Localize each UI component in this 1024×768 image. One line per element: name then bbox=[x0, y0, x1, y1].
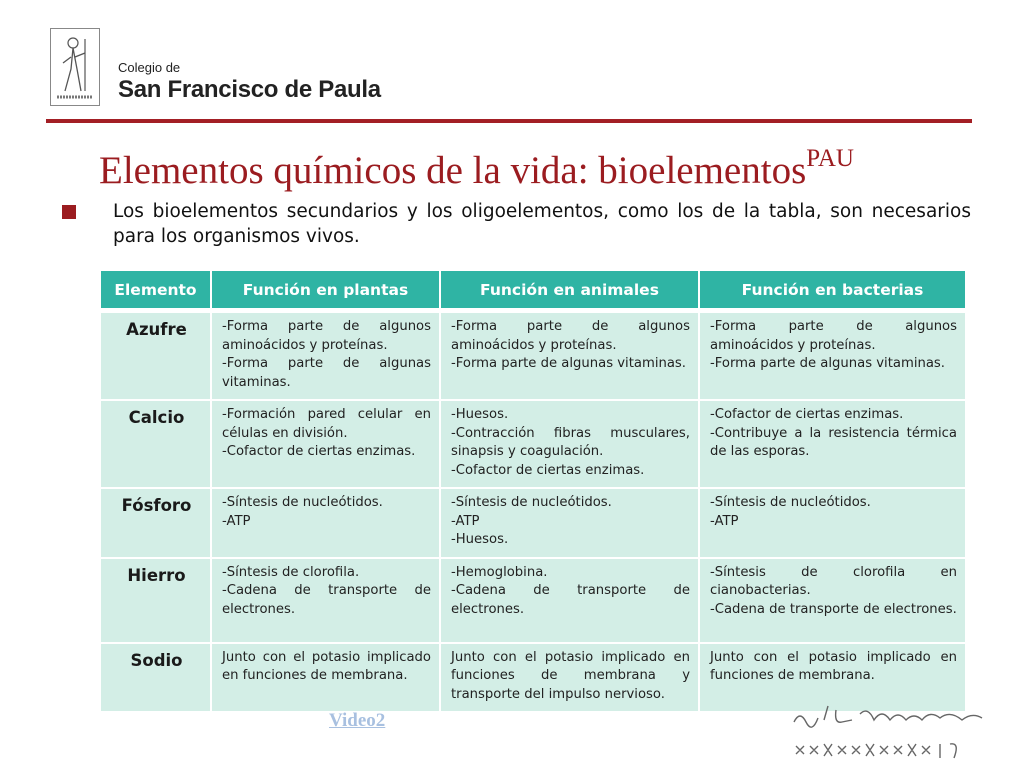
function-cell-bacterias bbox=[699, 558, 966, 643]
function-line: -Contracción fibras musculares, sinapsis y coagulación. bbox=[451, 425, 690, 459]
function-line: Junto con el potasio implicado en funciones de membrana y transporte del impulso nervioso. bbox=[451, 649, 690, 702]
column-header: Función en plantas bbox=[211, 270, 440, 311]
function-line: -ATP bbox=[222, 513, 251, 529]
function-line: -Cadena de transporte de electrones. bbox=[710, 601, 957, 617]
function-line: -ATP bbox=[451, 513, 480, 529]
slide-title-text: Elementos químicos de la vida: bioelementos bbox=[99, 149, 807, 192]
function-cell-bacterias bbox=[699, 488, 966, 558]
function-cell-bacterias bbox=[699, 400, 966, 488]
function-line: -Cofactor de ciertas enzimas. bbox=[710, 407, 904, 422]
function-line: -ATP bbox=[710, 513, 739, 529]
function-cell-bacterias bbox=[699, 311, 966, 401]
function-line: -Síntesis de nucleótidos. bbox=[451, 495, 612, 510]
column-header: Función en animales bbox=[440, 270, 699, 311]
handwritten-scribble bbox=[790, 692, 990, 764]
element-name: Sodio bbox=[100, 643, 211, 713]
function-line: Junto con el potasio implicado en funciones de membrana. bbox=[222, 649, 431, 683]
function-line: -Síntesis de nucleótidos. bbox=[710, 495, 871, 510]
function-line: -Forma parte de algunos aminoácidos y proteínas. bbox=[222, 319, 431, 353]
school-name-small: Colegio de bbox=[118, 60, 181, 75]
function-line: -Formación pared celular en células en división. bbox=[222, 407, 431, 441]
table-row bbox=[100, 311, 966, 401]
function-line: -Forma parte de algunas vitaminas. bbox=[710, 356, 945, 371]
element-name: Calcio bbox=[100, 400, 211, 488]
function-line: -Huesos. bbox=[451, 532, 509, 547]
function-line: -Síntesis de clorofila en cianobacterias. bbox=[710, 564, 957, 598]
function-cell-plantas bbox=[211, 558, 440, 643]
function-line: -Cofactor de ciertas enzimas. bbox=[451, 462, 645, 478]
function-cell-animales bbox=[440, 488, 699, 558]
function-line: -Huesos. bbox=[451, 407, 509, 422]
bullet-square-icon bbox=[62, 205, 76, 219]
function-line: -Contribuye a la resistencia térmica de las esporas. bbox=[710, 425, 957, 459]
function-line: -Hemoglobina. bbox=[451, 564, 548, 580]
function-line: -Forma parte de algunos aminoácidos y proteínas. bbox=[451, 319, 690, 353]
function-cell-animales bbox=[440, 643, 699, 713]
function-cell-plantas bbox=[211, 311, 440, 401]
function-cell-animales bbox=[440, 311, 699, 401]
saint-figure-icon bbox=[51, 29, 99, 105]
column-header: Elemento bbox=[100, 270, 211, 311]
function-cell-plantas bbox=[211, 643, 440, 713]
function-line: -Forma parte de algunos aminoácidos y proteínas. bbox=[710, 319, 957, 353]
table-row bbox=[100, 400, 966, 488]
bullet-text: Los bioelementos secundarios y los oligoelementos, como los de la tabla, son necesarios para los organismos vivos. bbox=[113, 201, 971, 247]
school-name bbox=[118, 60, 381, 104]
column-header: Función en bacterias bbox=[699, 270, 966, 311]
header-divider bbox=[46, 119, 972, 123]
element-name: Azufre bbox=[100, 311, 211, 401]
function-cell-animales bbox=[440, 558, 699, 643]
function-line: Junto con el potasio implicado en funciones de membrana. bbox=[710, 649, 957, 683]
function-line: -Cadena de transporte de electrones. bbox=[222, 583, 431, 617]
function-line: -Forma parte de algunas vitaminas. bbox=[451, 356, 686, 371]
school-name-big: San Francisco de Paula bbox=[118, 76, 381, 103]
bioelements-table bbox=[99, 269, 967, 713]
function-line: -Síntesis de clorofila. bbox=[222, 564, 360, 580]
video-link[interactable]: Video2 bbox=[329, 710, 386, 731]
function-cell-plantas bbox=[211, 400, 440, 488]
slide-title-sup: PAU bbox=[806, 145, 854, 172]
function-line: -Síntesis de nucleótidos. bbox=[222, 495, 383, 510]
function-cell-animales bbox=[440, 400, 699, 488]
table-row bbox=[100, 558, 966, 643]
school-logo bbox=[50, 28, 100, 106]
table-header-row bbox=[100, 270, 966, 311]
function-line: -Cofactor de ciertas enzimas. bbox=[222, 444, 416, 459]
function-cell-plantas bbox=[211, 488, 440, 558]
table-row bbox=[100, 488, 966, 558]
element-name: Fósforo bbox=[100, 488, 211, 558]
slide-title bbox=[99, 134, 854, 196]
element-name: Hierro bbox=[100, 558, 211, 643]
function-line: -Cadena de transporte de electrones. bbox=[451, 583, 690, 617]
table-body bbox=[100, 311, 966, 713]
function-line: -Forma parte de algunas vitaminas. bbox=[222, 356, 431, 390]
